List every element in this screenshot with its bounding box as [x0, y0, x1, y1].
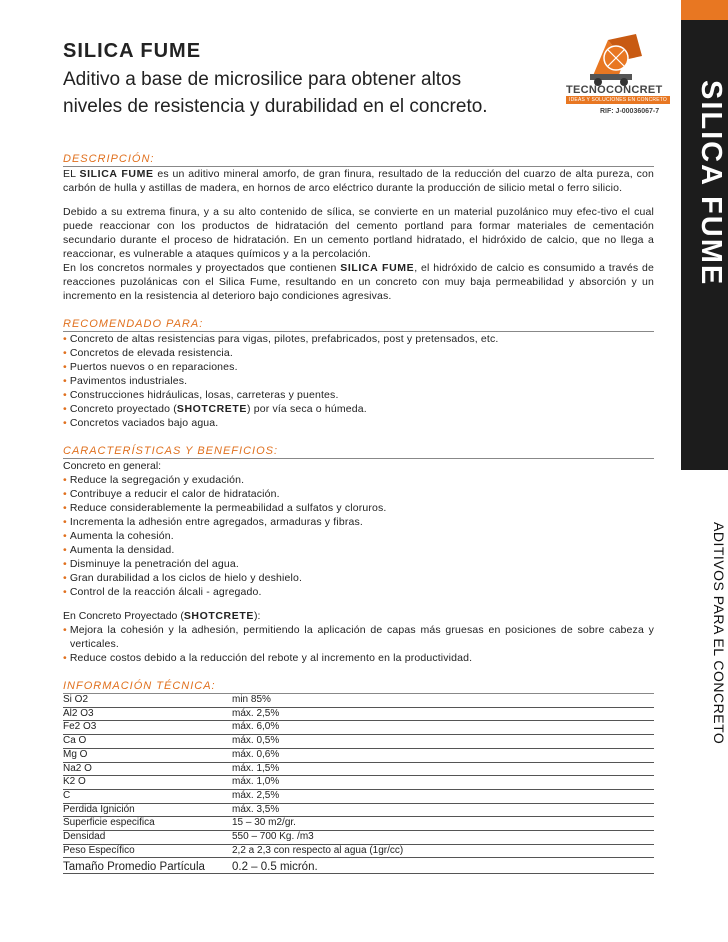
list-item: • Concretos vaciados bajo agua.	[63, 417, 219, 429]
subtitle-line-1: Aditivo a base de microsilice para obtener altos	[63, 69, 462, 90]
table-row: Ca O máx. 0,5%	[63, 735, 654, 749]
list-item: • Pavimentos industriales.	[63, 375, 188, 387]
list-item: • Concreto de altas resistencias para vigas, pilotes, prefabricados, post y pretensados, etc.	[63, 333, 499, 345]
caracteristicas-intro: Concreto en general:	[63, 460, 162, 472]
product-name-bold: SILICA FUME	[79, 168, 154, 180]
product-name-bold: SILICA FUME	[340, 262, 415, 274]
list-item: • Aumenta la cohesión.	[63, 530, 174, 542]
document-title: SILICA FUME	[63, 40, 202, 62]
list-item: • Puertos nuevos o en reparaciones.	[63, 361, 238, 373]
caracteristicas-list	[63, 473, 654, 599]
table-row: Mg O máx. 0,6%	[63, 748, 654, 762]
descripcion-paragraph-1	[63, 167, 654, 195]
list-item: • Disminuye la penetración del agua.	[63, 558, 239, 570]
list-item: • Reduce la segregación y exudación.	[63, 474, 245, 486]
mixer-truck-icon	[590, 34, 642, 86]
table-row: Perdida Ignición máx. 3,5%	[63, 803, 654, 817]
table-row: Densidad 550 – 700 Kg. /m3	[63, 831, 654, 845]
table-row: Peso Específico 2,2 a 2,3 con respecto al agua (1gr/cc)	[63, 844, 654, 858]
section-heading-descripcion: DESCRIPCIÓN:	[63, 152, 654, 167]
subtitle-line-2: niveles de resistencia y durabilidad en el concreto.	[63, 96, 488, 117]
list-item: • Concretos de elevada resistencia.	[63, 347, 233, 359]
shotcrete-list	[63, 623, 654, 665]
logo-name: TECNOCONCRET	[566, 84, 663, 96]
table-row: Tamaño Promedio Partícula 0.2 – 0.5 micrón.	[63, 858, 654, 874]
content-body	[63, 152, 654, 874]
list-item: • Gran durabilidad a los ciclos de hielo y deshielo.	[63, 572, 303, 584]
list-item: • Reduce costos debido a la reducción del rebote y al incremento en la productividad.	[63, 652, 473, 664]
table-row: Na2 O máx. 1,5%	[63, 762, 654, 776]
table-row: Al2 O3 máx. 2,5%	[63, 707, 654, 721]
document-subtitle	[63, 66, 563, 120]
table-row: Si O2 min 85%	[63, 694, 654, 707]
p3-post: , el hidróxido de calcio es consumido a través de reacciones puzolánicas con el Silica Fume, resultando en un concreto con muy baja permeabilidad y absorción y un incremento en la resistencia al deterioro bajo condiciones agresivas.	[63, 262, 655, 302]
list-item: • Contribuye a reducir el calor de hidratación.	[63, 488, 280, 500]
p1-pre: EL	[63, 168, 76, 180]
side-title: SILICA FUME	[695, 80, 727, 287]
side-subtitle: ADITIVOS PARA EL CONCRETO	[711, 522, 727, 745]
logo-rif: RIF: J-00036067-7	[600, 108, 660, 115]
list-item: • Construcciones hidráulicas, losas, carreteras y puentes.	[63, 389, 339, 401]
list-item: • Mejora la cohesión y la adhesión, permitiendo la aplicación de capas más gruesas en posiciones de sobre cabeza y verticales.	[63, 624, 654, 650]
tecnoconcret-logo	[556, 30, 672, 120]
p1-post: es un aditivo mineral amorfo, de gran finura, resultado de la reducción del cuarzo de alta pureza, con carbón de hulla y astillas de madera, en hornos de arco eléctrico durante la producción de silicio metal o ferro silicio.	[63, 168, 654, 194]
list-item: • Concreto proyectado (SHOTCRETE) por vía seca o húmeda.	[63, 403, 367, 415]
technical-table	[63, 694, 654, 874]
descripcion-paragraph-2: Debido a su extrema finura, y a su alto contenido de sílica, se convierte en un material puzolánico muy efec-tivo el cual puede reaccionar con los productos de hidratación del cemento portland para formar materiales de cementación secundario durante el proceso de hidratación. En un cemento portland hidratado, el hidróxido de calcio, que no llega a reaccionar, es vulnerable a ataques químicos y a la percolación.	[63, 206, 654, 260]
table-row: Superficie especifica 15 – 30 m2/gr.	[63, 817, 654, 831]
shotcrete-intro: En Concreto Proyectado (SHOTCRETE):	[63, 610, 261, 622]
side-accent-strip	[681, 0, 728, 20]
list-item: • Aumenta la densidad.	[63, 544, 175, 556]
table-row: K2 O máx. 1,0%	[63, 776, 654, 790]
section-heading-tecnica: INFORMACIÓN TÉCNICA:	[63, 679, 654, 694]
table-row: C máx. 2,5%	[63, 789, 654, 803]
recomendado-list	[63, 332, 654, 430]
list-item: • Incrementa la adhesión entre agregados, armaduras y fibras.	[63, 516, 363, 528]
table-row: Fe2 O3 máx. 6,0%	[63, 721, 654, 735]
logo-tagline: IDEAS Y SOLUCIONES EN CONCRETO	[566, 96, 670, 104]
list-item: • Reduce considerablemente la permeabilidad a sulfatos y cloruros.	[63, 502, 387, 514]
section-heading-recomendado: RECOMENDADO PARA:	[63, 317, 654, 332]
list-item: • Control de la reacción álcali - agregado.	[63, 586, 262, 598]
descripcion-paragraph-3	[63, 261, 654, 303]
section-heading-caracteristicas: CARACTERÍSTICAS Y BENEFICIOS:	[63, 444, 654, 459]
p3-pre: En los concretos normales y proyectados que contienen	[63, 262, 341, 274]
